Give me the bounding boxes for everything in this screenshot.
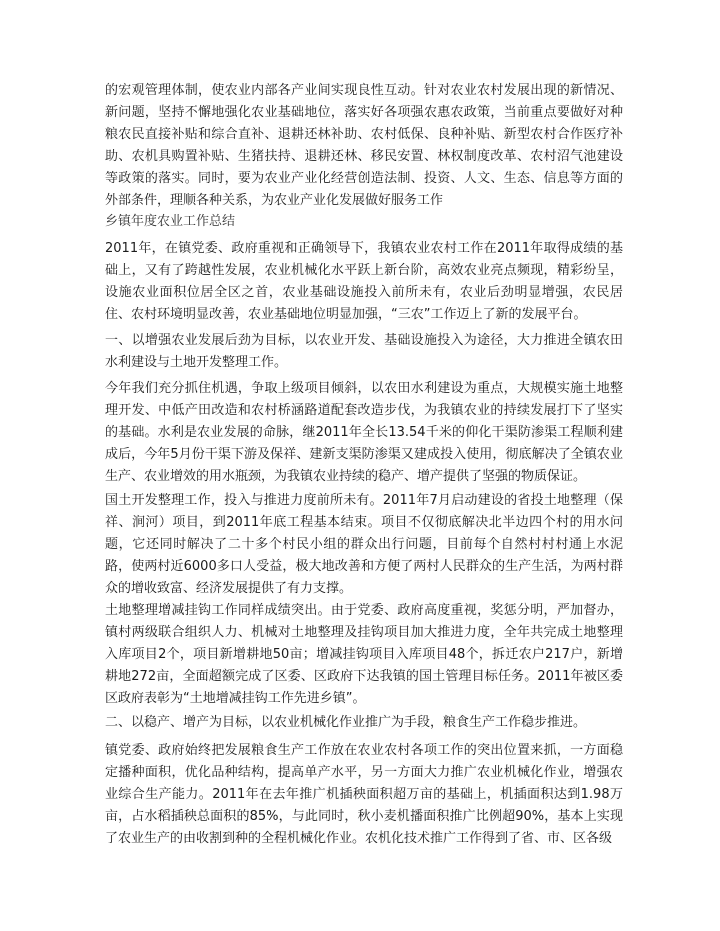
paragraph-land-consolidation: 土地整理增减挂钩工作同样成绩突出。由于党委、政府高度重视，奖惩分明，严加督办，镇村两级联合组织人力、机械对土地整理及挂钩项目加大推进力度，全年共完成土地整理入库项目2个，项目新增耕地50亩；增减挂钩项目入库项目48个，拆迁农户217户，新增耕地272亩，全面超额完成了区委、区政府下达我镇的国土管理目标任务。2011年被区委区政府表彰为“土地增减挂钩工作先进乡镇”。 — [105, 603, 623, 706]
section-heading-2: 二、以稳产、增产为目标，以农业机械化作业推广为手段，粮食生产工作稳步推进。 — [105, 715, 587, 730]
document-title: 乡镇年度农业工作总结 — [105, 214, 236, 229]
paragraph-water-conservancy: 今年我们充分抓住机遇，争取上级项目倾斜，以农田水利建设为重点，大规模实施土地整理开发、中低产田改造和农村桥涵路道配套改造步伐，为我镇农业的持续发展打下了坚实的基础。水利是农业发展的命脉，继2011年全长13.54千米的仰化干渠防渗渠工程顺利建成后，今年5月份干渠下游及保祥、建新支渠防渗渠又建成投入使用，彻底解决了全镇农业生产、农业增效的用水瓶颈，为我镇农业持续的稳产、增产提供了坚强的物质保证。 — [105, 381, 623, 484]
intro-paragraph: 的宏观管理体制，使农业内部各产业间实现良性互动。针对农业农村发展出现的新情况、新问题，坚持不懈地强化农业基础地位，落实好各项强农惠农政策，当前重点要做好对种粮农民直接补贴和综合直补、退耕还林补助、农村低保、良种补贴、新型农村合作医疗补助、农机具购置补贴、生猪扶持、退耕还林、移民安置、林权制度改革、农村沼气池建设等政策的落实。同时，要为农业产业化经营创造法制、投资、人文、生态、信息等方面的外部条件，理顺各种关系，为农业产业化发展做好服务工作 — [105, 83, 623, 208]
paragraph-overview: 2011年，在镇党委、政府重视和正确领导下，我镇农业农村工作在2011年取得成绩的基础上，又有了跨越性发展，农业机械化水平跃上新台阶，高效农业亮点频现，精彩纷呈，设施农业面积位居全区之首，农业基础设施投入前所未有，农业后劲明显增强，农民居住、农村环境明显改善，农业基础地位明显加强，“三农”工作迈上了新的发展平台。 — [105, 241, 623, 322]
paragraph-grain-production: 镇党委、政府始终把发展粮食生产工作放在农业农村各项工作的突出位置来抓，一方面稳定播种面积，优化品种结构，提高单产水平，另一方面大力推广农业机械化作业，增强农业综合生产能力。2011年在去年推广机插秧面积超万亩的基础上，机插面积达到1.98万亩，占水稻插秧总面积的85%，与此同时，秋小麦机播面积推广比例超90%，基本上实现了农业生产的由收割到种的全程机械化作业。农机化技术推广工作得到了省、市、区各级 — [105, 743, 623, 846]
section-heading-1: 一、以增强农业发展后劲为目标，以农业开发、基础设施投入为途径，大力推进全镇农田水利建设与土地开发整理工作。 — [105, 333, 623, 370]
paragraph-land-development: 国土开发整理工作，投入与推进力度前所未有。2011年7月启动建设的省投土地整理（保祥、涧河）项目，到2011年底工程基本结束。项目不仅彻底解决北半边四个村的用水问题，它还同时解决了二十多个村民小组的群众出行问题，目前每个自然村村村通上水泥路，使两村近6000多口人受益，极大地改善和方便了两村人民群众的生产生活，为两村群众的增收致富、经济发展提供了有力支撑。 — [105, 493, 623, 596]
